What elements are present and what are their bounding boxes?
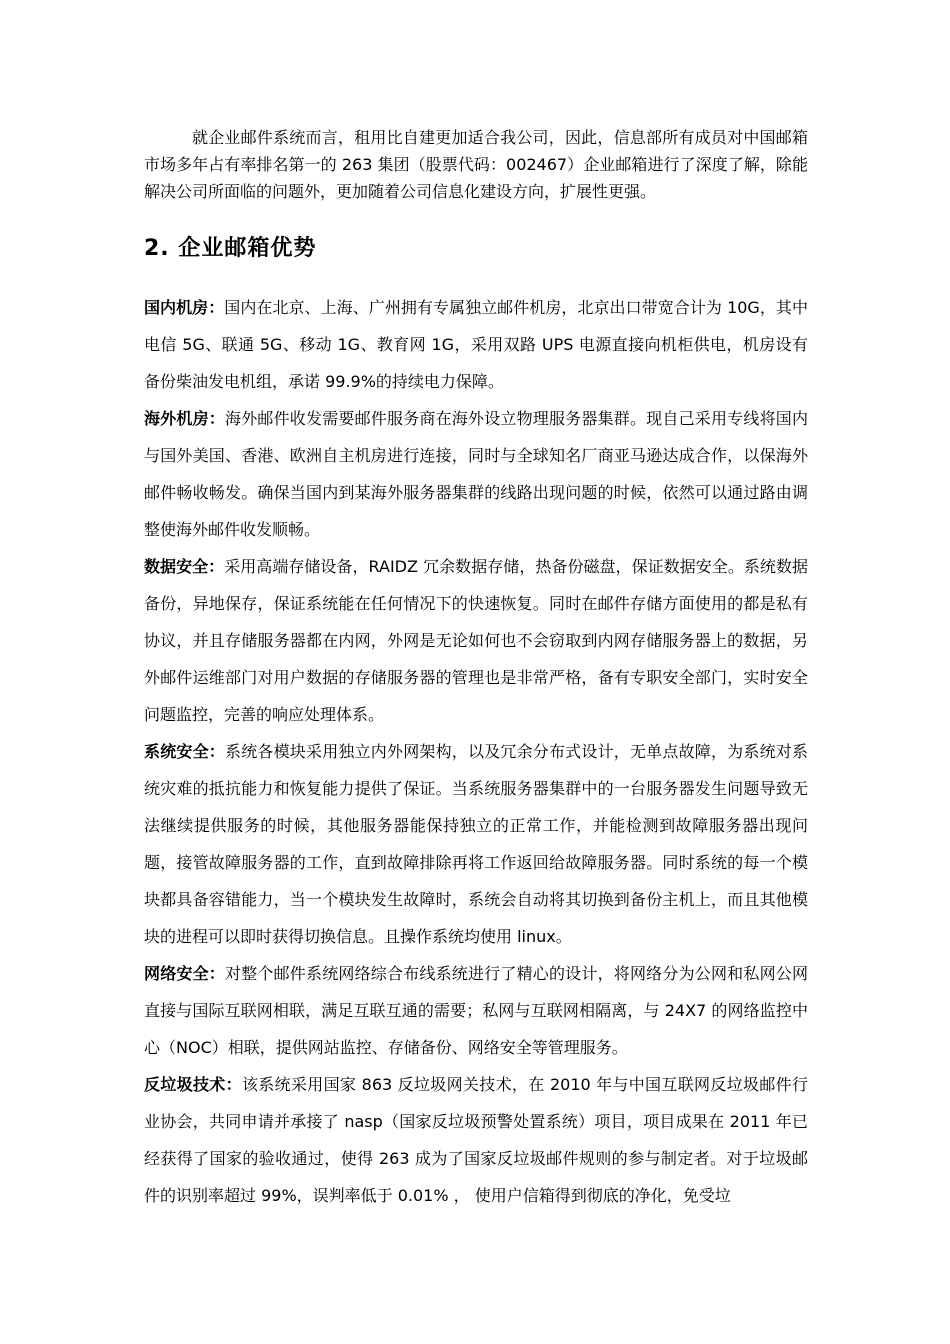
advantage-system-security — [144, 733, 808, 955]
document-page — [144, 124, 808, 1214]
advantage-label: 网络安全： — [144, 964, 225, 983]
advantage-overseas-datacenter — [144, 400, 808, 548]
advantage-data-security — [144, 548, 808, 733]
advantages-list — [144, 289, 808, 1214]
advantage-label: 海外机房： — [144, 409, 225, 428]
advantage-text: 该系统采用国家 863 反垃圾网关技术，在 2010 年与中国互联网反垃圾邮件行业协会，共同申请并承接了 nasp（国家反垃圾预警处置系统）项目，项目成果在 2011 年已经获得了国家的验收通过，使得 263 成为了国家反垃圾邮件规则的参与制定者。对于垃圾邮件的识别率超过 99%，误判率低于 0.01% ， 使用户信箱得到彻底的净化，免受垃 — [144, 1075, 808, 1205]
advantage-label: 国内机房： — [144, 298, 225, 317]
section-heading — [144, 229, 808, 269]
heading-number: 2. — [144, 236, 170, 261]
advantage-anti-spam — [144, 1066, 808, 1214]
advantage-domestic-datacenter — [144, 289, 808, 400]
advantage-label: 系统安全： — [144, 742, 225, 761]
advantage-text: 海外邮件收发需要邮件服务商在海外设立物理服务器集群。现自己采用专线将国内与国外美国、香港、欧洲自主机房进行连接，同时与全球知名厂商亚马逊达成合作，以保海外邮件畅收畅发。确保当国内到某海外服务器集群的线路出现问题的时候，依然可以通过路由调整使海外邮件收发顺畅。 — [144, 409, 808, 539]
intro-paragraph: 就企业邮件系统而言，租用比自建更加适合我公司，因此，信息部所有成员对中国邮箱市场多年占有率排名第一的 263 集团（股票代码：002467）企业邮箱进行了深度了解，除能解决公司所面临的问题外，更加随着公司信息化建设方向，扩展性更强。 — [144, 128, 808, 201]
advantage-network-security — [144, 955, 808, 1066]
advantage-label: 数据安全： — [144, 557, 225, 576]
advantage-text: 国内在北京、上海、广州拥有专属独立邮件机房，北京出口带宽合计为 10G，其中电信 5G、联通 5G、移动 1G、教育网 1G，采用双路 UPS 电源直接向机柜供电，机房设有备份柴油发电机组，承诺 99.9%的持续电力保障。 — [144, 298, 808, 391]
advantage-text: 对整个邮件系统网络综合布线系统进行了精心的设计，将网络分为公网和私网公网直接与国际互联网相联，满足互联互通的需要；私网与互联网相隔离，与 24X7 的网络监控中心（NOC）相联，提供网站监控、存储备份、网络安全等管理服务。 — [144, 964, 808, 1057]
advantage-text: 采用高端存储设备，RAIDZ 冗余数据存储，热备份磁盘，保证数据安全。系统数据备份，异地保存，保证系统能在任何情况下的快速恢复。同时在邮件存储方面使用的都是私有协议，并且存储服务器都在内网，外网是无论如何也不会窃取到内网存储服务器上的数据，另外邮件运维部门对用户数据的存储服务器的管理也是非常严格，备有专职安全部门，实时安全问题监控，完善的响应处理体系。 — [144, 557, 808, 724]
advantage-label: 反垃圾技术： — [144, 1075, 242, 1094]
advantage-text: 系统各模块采用独立内外网架构，以及冗余分布式设计，无单点故障，为系统对系统灾难的抵抗能力和恢复能力提供了保证。当系统服务器集群中的一台服务器发生问题导致无法继续提供服务的时候，其他服务器能保持独立的正常工作，并能检测到故障服务器出现问题，接管故障服务器的工作，直到故障排除再将工作返回给故障服务器。同时系统的每一个模块都具备容错能力，当一个模块发生故障时，系统会自动将其切换到备份主机上，而且其他模块的进程可以即时获得切换信息。且操作系统均使用 linux。 — [144, 742, 808, 946]
heading-title: 企业邮箱优势 — [178, 236, 317, 261]
